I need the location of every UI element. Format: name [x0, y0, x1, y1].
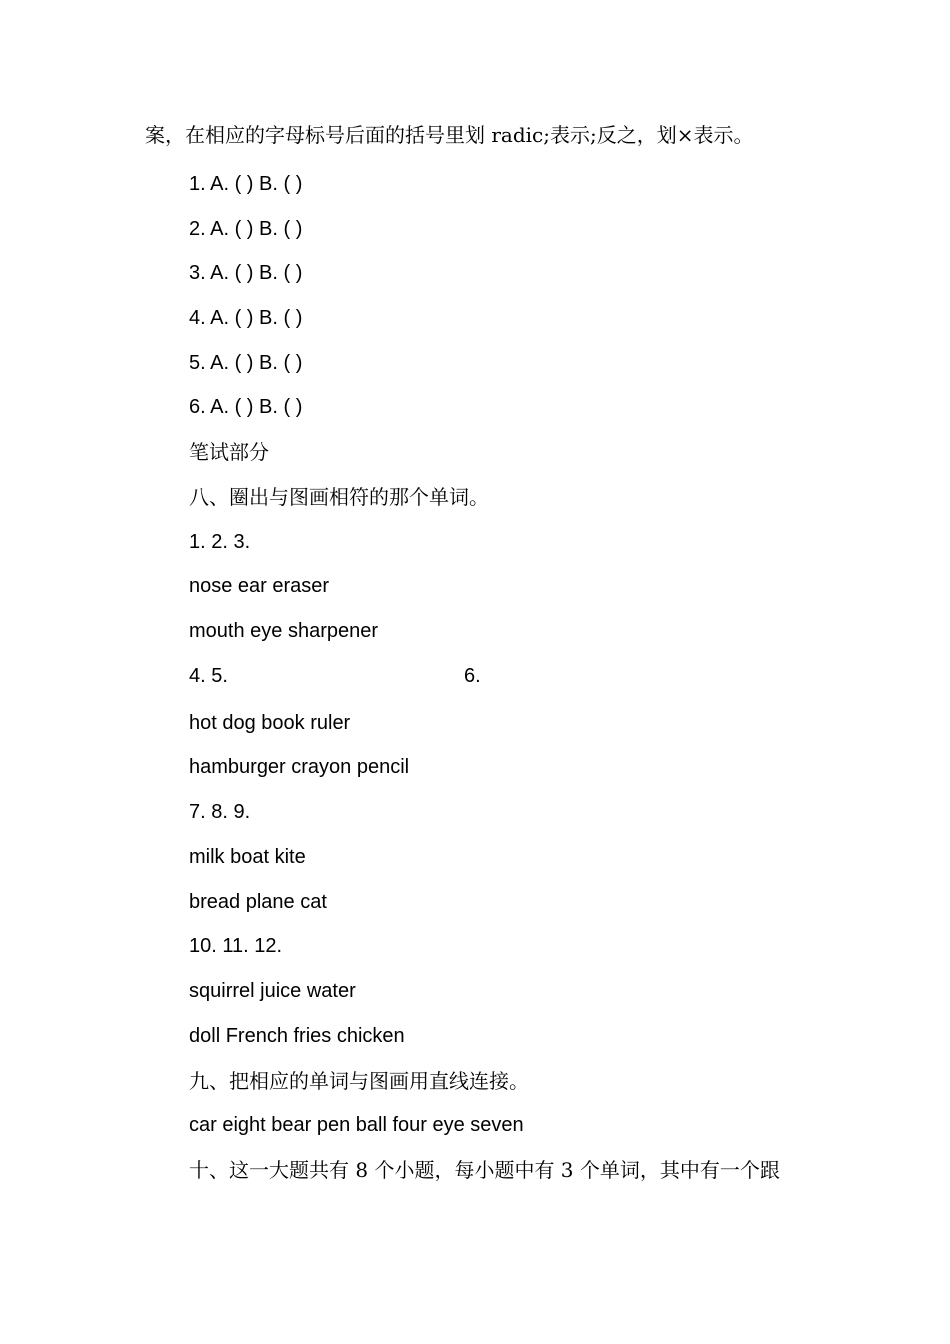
answer-row: 4. A. ( ) B. ( ): [189, 307, 303, 329]
word-row: mouth eye sharpener: [189, 620, 379, 642]
section-10-heading: 十、这一大题共有 8 个小题，每小题中有 3 个单词，其中有一个跟: [189, 1158, 780, 1182]
word-row: bread plane cat: [189, 891, 327, 913]
word-row: car eight bear pen ball four eye seven: [189, 1114, 524, 1136]
word-row: squirrel juice water: [189, 980, 356, 1002]
answer-row: 2. A. ( ) B. ( ): [189, 218, 303, 240]
question-numbers: 1. 2. 3.: [189, 531, 251, 553]
question-numbers-left: 4. 5.: [189, 665, 228, 687]
word-row: hamburger crayon pencil: [189, 756, 410, 778]
word-row: milk boat kite: [189, 846, 306, 868]
question-numbers: [189, 664, 481, 688]
answer-row: 1. A. ( ) B. ( ): [189, 173, 303, 195]
answer-row: 6. A. ( ) B. ( ): [189, 396, 303, 418]
word-row: hot dog book ruler: [189, 712, 351, 734]
answer-row: 3. A. ( ) B. ( ): [189, 262, 303, 284]
word-row: nose ear eraser: [189, 575, 330, 597]
word-row: doll French fries chicken: [189, 1025, 405, 1047]
question-numbers: 10. 11. 12.: [189, 935, 283, 957]
intro-line: 案，在相应的字母标号后面的括号里划 radic;表示;反之，划×表示。: [145, 123, 754, 147]
section-9-heading: 九、把相应的单词与图画用直线连接。: [189, 1069, 529, 1093]
question-numbers: 7. 8. 9.: [189, 801, 251, 823]
section-8-heading: 八、圈出与图画相符的那个单词。: [189, 485, 489, 509]
question-number-right: 6.: [464, 665, 481, 687]
written-part-heading: 笔试部分: [189, 440, 269, 464]
answer-row: 5. A. ( ) B. ( ): [189, 352, 303, 374]
